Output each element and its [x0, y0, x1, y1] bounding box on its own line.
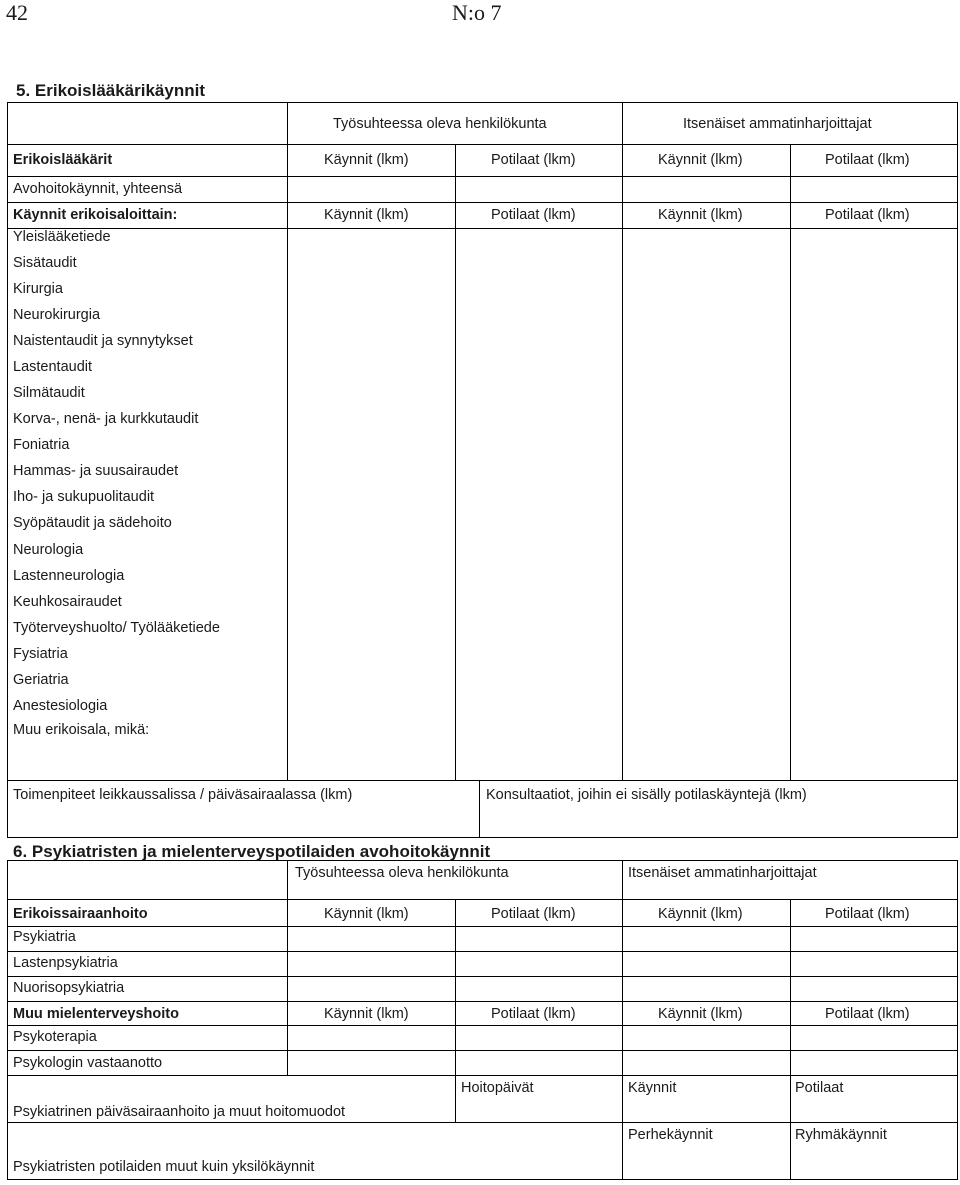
specialty-row: Hammas- ja suusairaudet [13, 463, 179, 479]
page-number: 42 [6, 0, 28, 25]
col-header: Potilaat (lkm) [825, 906, 910, 922]
col-header: Käynnit (lkm) [658, 1006, 743, 1022]
specialty-row: Geriatria [13, 672, 69, 688]
specialty-row: Korva-, nenä- ja kurkkutaudit [13, 411, 199, 427]
section5-title: 5. Erikoislääkärikäynnit [16, 81, 205, 100]
group-header-independent: Itsenäiset ammatinharjoittajat [683, 116, 872, 132]
col-header: Käynnit (lkm) [658, 906, 743, 922]
specialty-row: Neurokirurgia [13, 307, 101, 323]
col-header-hoitopaivat: Hoitopäivät [461, 1080, 534, 1096]
specialty-row: Fysiatria [13, 646, 68, 662]
psych-row: Psykologin vastaanotto [13, 1055, 163, 1071]
row-label-erikoissairaanhoito: Erikoissairaanhoito [13, 906, 148, 922]
consultations-label: Konsultaatiot, joihin ei sisälly potilaskäyntejä (lkm) [486, 787, 807, 803]
group-header-employed: Työsuhteessa oleva henkilökunta [333, 116, 547, 132]
psych-row: Nuorisopsykiatria [13, 980, 125, 996]
specialty-row: Silmätaudit [13, 385, 85, 401]
specialty-row: Lastenneurologia [13, 568, 125, 584]
operations-label: Toimenpiteet leikkaussalissa / päiväsairaalassa (lkm) [13, 787, 353, 803]
col-header: Potilaat (lkm) [491, 906, 576, 922]
col-header: Käynnit (lkm) [324, 1006, 409, 1022]
specialty-row: Lastentaudit [13, 359, 93, 375]
col-header: Käynnit (lkm) [324, 906, 409, 922]
col-header: Potilaat (lkm) [491, 1006, 576, 1022]
specialty-row: Neurologia [13, 542, 84, 558]
specialty-row: Anestesiologia [13, 698, 108, 714]
specialty-row: Kirurgia [13, 281, 63, 297]
specialty-row: Muu erikoisala, mikä: [13, 722, 150, 738]
col-header-kaynnit: Käynnit [628, 1080, 677, 1096]
psych-row: Lastenpsykiatria [13, 955, 118, 971]
specialty-row: Foniatria [13, 437, 70, 453]
day-care-label: Psykiatrinen päiväsairaanhoito ja muut hoitomuodot [13, 1104, 346, 1120]
group-header-employed: Työsuhteessa oleva henkilökunta [295, 865, 509, 881]
psych-row: Psykiatria [13, 929, 76, 945]
specialty-row: Yleislääketiede [13, 229, 111, 245]
group-visits-label: Psykiatristen potilaiden muut kuin yksilökäynnit [13, 1159, 315, 1175]
col-header-perhekaynnit: Perhekäynnit [628, 1127, 713, 1143]
col-header: Käynnit (lkm) [324, 207, 409, 223]
col-header: Potilaat (lkm) [825, 1006, 910, 1022]
row-label-erikoislaakarit: Erikoislääkärit [13, 152, 113, 168]
specialty-row: Iho- ja sukupuolitaudit [13, 489, 155, 505]
group-header-independent: Itsenäiset ammatinharjoittajat [628, 865, 817, 881]
row-label-kaynnit: Käynnit erikoisaloittain: [13, 207, 178, 223]
specialty-row: Sisätaudit [13, 255, 77, 271]
col-header: Käynnit (lkm) [658, 207, 743, 223]
specialty-row: Syöpätaudit ja sädehoito [13, 515, 172, 531]
issue-number: N:o 7 [452, 0, 502, 25]
section6-title: 6. Psykiatristen ja mielenterveyspotilaiden avohoitokäynnit [13, 842, 491, 861]
col-header: Potilaat (lkm) [825, 207, 910, 223]
row-label-muu: Muu mielenterveyshoito [13, 1006, 179, 1022]
col-header: Potilaat (lkm) [491, 152, 576, 168]
col-header-ryhmakaynnit: Ryhmäkäynnit [795, 1127, 887, 1143]
col-header-potilaat: Potilaat [795, 1080, 844, 1096]
col-header: Potilaat (lkm) [491, 207, 576, 223]
specialty-row: Työterveyshuolto/ Työlääketiede [13, 620, 220, 636]
row-label-avohoito: Avohoitokäynnit, yhteensä [13, 181, 183, 197]
psych-row: Psykoterapia [13, 1029, 97, 1045]
specialty-row: Naistentaudit ja synnytykset [13, 333, 193, 349]
specialty-row: Keuhkosairaudet [13, 594, 122, 610]
col-header: Käynnit (lkm) [324, 152, 409, 168]
col-header: Potilaat (lkm) [825, 152, 910, 168]
col-header: Käynnit (lkm) [658, 152, 743, 168]
